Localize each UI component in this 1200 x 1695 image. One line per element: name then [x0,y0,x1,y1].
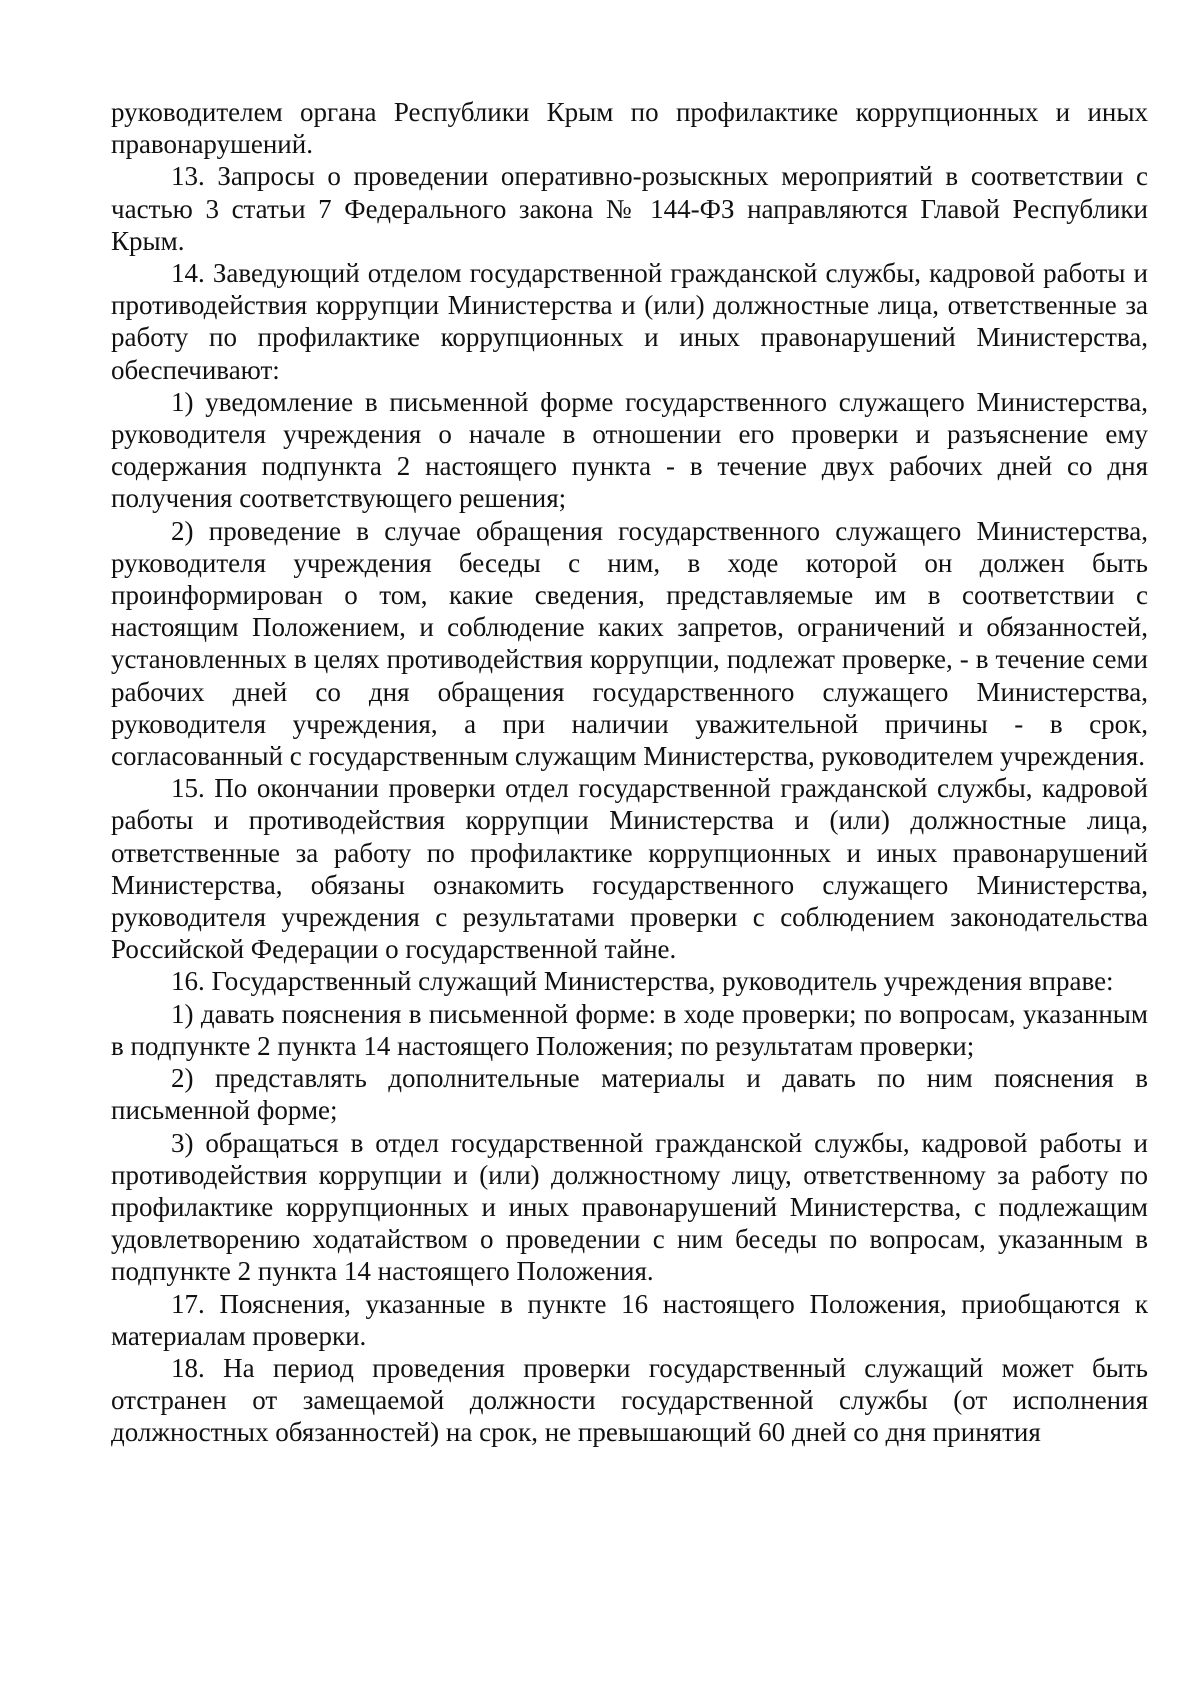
paragraph-14-item-1: 1) уведомление в письменной форме государственного служащего Министерства, руководителя учреждения о начале в отношении его проверки и разъяснение ему содержания подпункта 2 настоящего пункта - в течение двух рабочих дней со дня получения соответствующего решения; [111,386,1148,514]
paragraph-14-item-2: 2) проведение в случае обращения государственного служащего Министерства, руководителя учреждения беседы с ним, в ходе которой он должен быть проинформирован о том, какие сведения, представляемые им в соответствии с настоящим Положением, и соблюдение каких запретов, ограничений и обязанностей, установленных в целях противодействия коррупции, подлежат проверке, - в течение семи рабочих дней со дня обращения государственного служащего Министерства, руководителя учреждения, а при наличии уважительной причины - в срок, согласованный с государственным служащим Министерства, руководителем учреждения. [111,515,1148,772]
paragraph-17: 17. Пояснения, указанные в пункте 16 настоящего Положения, приобщаются к материалам проверки. [111,1288,1148,1351]
paragraph-16-item-1: 1) давать пояснения в письменной форме: в ходе проверки; по вопросам, указанным в подпункте 2 пункта 14 настоящего Положения; по результатам проверки; [111,998,1148,1061]
paragraph-14: 14. Заведующий отделом государственной гражданской службы, кадровой работы и противодействия коррупции Министерства и (или) должностные лица, ответственные за работу по профилактике коррупционных и иных правонарушений Министерства, обеспечивают: [111,258,1148,385]
paragraph-continuation: руководителем органа Республики Крым по профилактике коррупционных и иных правонарушений. [111,97,1148,160]
paragraph-16: 16. Государственный служащий Министерства, руководитель учреждения вправе: [171,966,1114,997]
paragraph-16-item-3: 3) обращаться в отдел государственной гражданской службы, кадровой работы и противодействия коррупции и (или) должностному лицу, ответственному за работу по профилактике коррупционных и иных правонарушений Министерства, с подлежащим удовлетворению ходатайством о проведении с ним беседы по вопросам, указанным в подпункте 2 пункта 14 настоящего Положения. [111,1127,1148,1287]
paragraph-13: 13. Запросы о проведении оперативно-розыскных мероприятий в соответствии с частью 3 статьи 7 Федерального закона № 144-ФЗ направляются Главой Республики Крым. [111,161,1148,256]
paragraph-15: 15. По окончании проверки отдел государственной гражданской службы, кадровой работы и противодействия коррупции Министерства и (или) должностные лица, ответственные за работу по профилактике коррупционных и иных правонарушений Министерства, обязаны ознакомить государственного служащего Министерства, руководителя учреждения с результатами проверки с соблюдением законодательства Российской Федерации о государственной тайне. [111,773,1148,965]
paragraph-16-item-2: 2) представлять дополнительные материалы и давать по ним пояснения в письменной форме; [111,1063,1148,1126]
paragraph-18: 18. На период проведения проверки государственный служащий может быть отстранен от замещаемой должности государственной службы (от исполнения должностных обязанностей) на срок, не превышающий 60 дней со дня принятия [111,1352,1148,1448]
document-page [111,96,1148,1449]
